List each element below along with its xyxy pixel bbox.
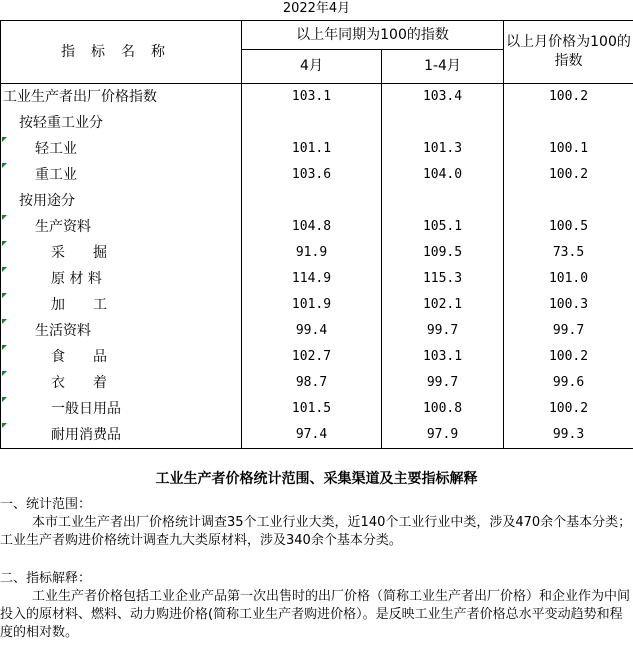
- header-prev-month: 以上月价格为100的指数: [504, 21, 633, 84]
- value-month: [242, 110, 382, 136]
- scope-heading: 一、统计范围：: [0, 497, 92, 512]
- value-month: 99.4: [242, 318, 382, 344]
- table-row: [1, 240, 633, 266]
- header-indicator-name: 指标名称: [1, 21, 242, 84]
- value-prev-month: 99.7: [504, 318, 633, 344]
- table-row: [1, 110, 633, 136]
- table-row: [1, 396, 633, 422]
- table-row: [1, 214, 633, 240]
- scope-text: 本市工业生产者出厂价格统计调查35个工业行业大类，近140个工业行业中类，涉及470余个基本分类；工业生产者购进价格统计调查九大类原材料，涉及340余个基本分类。: [0, 515, 632, 548]
- value-cumulative: [382, 110, 504, 136]
- row-indicator-name: 衣 着: [1, 370, 242, 396]
- value-cumulative: 104.0: [382, 162, 504, 188]
- value-month: 114.9: [242, 266, 382, 292]
- value-cumulative: 109.5: [382, 240, 504, 266]
- row-indicator-name: 加 工: [1, 292, 242, 318]
- value-prev-month: 100.2: [504, 162, 633, 188]
- header-row-1: [1, 21, 633, 50]
- value-month: 103.1: [242, 84, 382, 111]
- value-cumulative: 99.7: [382, 370, 504, 396]
- row-indicator-name: 耐用消费品: [1, 422, 242, 449]
- table-row: [1, 84, 633, 111]
- header-month: 4月: [242, 50, 382, 84]
- definition-heading: 二、指标解释：: [0, 571, 92, 586]
- row-indicator-name: 一般日用品: [1, 396, 242, 422]
- table-row: [1, 422, 633, 449]
- value-prev-month: 100.3: [504, 292, 633, 318]
- value-prev-month: 100.1: [504, 136, 633, 162]
- value-prev-month: 100.2: [504, 344, 633, 370]
- value-prev-month: 99.6: [504, 370, 633, 396]
- row-indicator-name: 工业生产者出厂价格指数: [1, 84, 242, 111]
- table-row: [1, 292, 633, 318]
- table-row: [1, 318, 633, 344]
- value-month: 101.1: [242, 136, 382, 162]
- row-indicator-name: 重工业: [1, 162, 242, 188]
- value-cumulative: 100.8: [382, 396, 504, 422]
- value-month: 91.9: [242, 240, 382, 266]
- notes-title: 工业生产者价格统计范围、采集渠道及主要指标解释: [155, 471, 478, 487]
- value-month: 101.5: [242, 396, 382, 422]
- row-indicator-name: 原 材 料: [1, 266, 242, 292]
- value-prev-month: 101.0: [504, 266, 633, 292]
- row-indicator-name: 按轻重工业分: [1, 110, 242, 136]
- price-index-table: [0, 20, 633, 449]
- value-prev-month: 100.5: [504, 214, 633, 240]
- row-indicator-name: 按用途分: [1, 188, 242, 214]
- value-prev-month: [504, 188, 633, 214]
- value-prev-month: 99.3: [504, 422, 633, 449]
- value-cumulative: [382, 188, 504, 214]
- table-row: [1, 136, 633, 162]
- table-row: [1, 266, 633, 292]
- value-prev-month: [504, 110, 633, 136]
- value-cumulative: 99.7: [382, 318, 504, 344]
- value-cumulative: 97.9: [382, 422, 504, 449]
- report-date: 2022年4月: [282, 1, 351, 16]
- value-cumulative: 101.3: [382, 136, 504, 162]
- row-indicator-name: 食 品: [1, 344, 242, 370]
- table-row: [1, 344, 633, 370]
- value-month: 102.7: [242, 344, 382, 370]
- value-month: 98.7: [242, 370, 382, 396]
- row-indicator-name: 生产资料: [1, 214, 242, 240]
- row-indicator-name: 采 掘: [1, 240, 242, 266]
- value-cumulative: 102.1: [382, 292, 504, 318]
- header-cumulative: 1-4月: [382, 50, 504, 84]
- value-month: 97.4: [242, 422, 382, 449]
- value-cumulative: 103.4: [382, 84, 504, 111]
- value-month: 103.6: [242, 162, 382, 188]
- table-row: [1, 162, 633, 188]
- row-indicator-name: 轻工业: [1, 136, 242, 162]
- value-month: 104.8: [242, 214, 382, 240]
- notes-section: [0, 464, 633, 663]
- table-body: [1, 84, 633, 449]
- header-yoy-group: 以上年同期为100的指数: [242, 21, 504, 50]
- value-month: [242, 188, 382, 214]
- value-cumulative: 105.1: [382, 214, 504, 240]
- value-prev-month: 100.2: [504, 84, 633, 111]
- value-cumulative: 115.3: [382, 266, 504, 292]
- row-indicator-name: 生活资料: [1, 318, 242, 344]
- value-prev-month: 100.2: [504, 396, 633, 422]
- table-row: [1, 188, 633, 214]
- table-row: [1, 370, 633, 396]
- value-cumulative: 103.1: [382, 344, 504, 370]
- value-month: 101.9: [242, 292, 382, 318]
- value-prev-month: 73.5: [504, 240, 633, 266]
- definition-text: 工业生产者价格包括工业企业产品第一次出售时的出厂价格（简称工业生产者出厂价格）和企业作为中间投入的原材料、燃料、动力购进价格(简称工业生产者购进价格）。是反映工业生产者价格总水平变动趋势和程度的相对数。: [0, 589, 631, 640]
